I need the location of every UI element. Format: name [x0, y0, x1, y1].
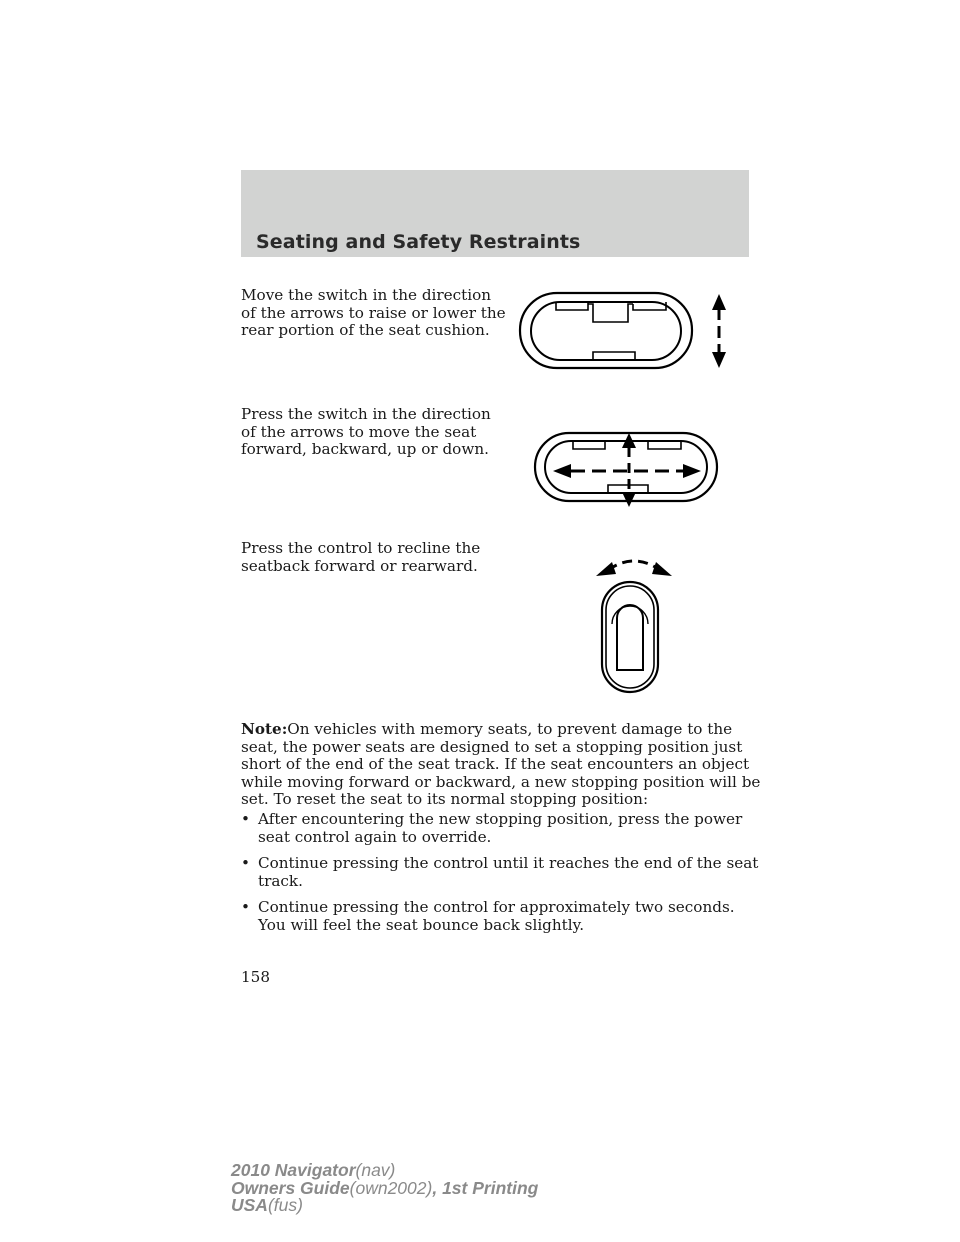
- note-label: Note:: [241, 720, 288, 738]
- footer-printing: , 1st Printing: [432, 1177, 539, 1198]
- seatback-recline-control-icon: [590, 552, 680, 694]
- list-item-text: Continue pressing the control for approximately two seconds. You will feel the seat bounce back slightly.: [258, 898, 735, 934]
- instruction-four-way: Press the switch in the direction of the arrows to move the seat forward, backward, up or down.: [241, 405, 491, 458]
- footer-model-code: (nav): [355, 1160, 396, 1180]
- footer-model: 2010 Navigator: [231, 1160, 356, 1180]
- seat-four-way-switch-icon: [533, 431, 723, 509]
- instruction-recline: Press the control to recline the seatback forward or rearward.: [241, 539, 481, 575]
- seat-cushion-tilt-switch-icon: [518, 288, 740, 370]
- section-title: Seating and Safety Restraints: [256, 231, 581, 253]
- reset-steps-list: [241, 811, 761, 943]
- list-item: [241, 855, 761, 890]
- page-number: 158: [241, 968, 270, 986]
- bullet-glyph: •: [241, 898, 250, 916]
- document-footer: [231, 1162, 538, 1215]
- footer-guide: Owners Guide: [231, 1177, 350, 1198]
- note-text: On vehicles with memory seats, to prevent damage to the seat, the power seats are designed to set a stopping position just short of the end of the seat track. If the seat encounters an object while moving forward or backward, a new stopping position will be set. To reset the seat to its normal stopping position:: [241, 720, 761, 808]
- list-item-text: Continue pressing the control until it reaches the end of the seat track.: [258, 854, 759, 890]
- list-item: [241, 811, 761, 846]
- footer-market: USA: [231, 1195, 268, 1215]
- list-item-text: After encountering the new stopping position, press the power seat control again to override.: [258, 810, 743, 846]
- footer-guide-code: (own2002): [349, 1177, 433, 1198]
- list-item: [241, 899, 761, 934]
- footer-market-code: (fus): [267, 1195, 303, 1215]
- section-header-band: [241, 170, 749, 257]
- instruction-cushion-tilt: Move the switch in the direction of the arrows to raise or lower the rear portion of the seat cushion.: [241, 286, 506, 339]
- bullet-glyph: •: [241, 810, 250, 828]
- memory-seat-note: [241, 721, 761, 809]
- bullet-glyph: •: [241, 854, 250, 872]
